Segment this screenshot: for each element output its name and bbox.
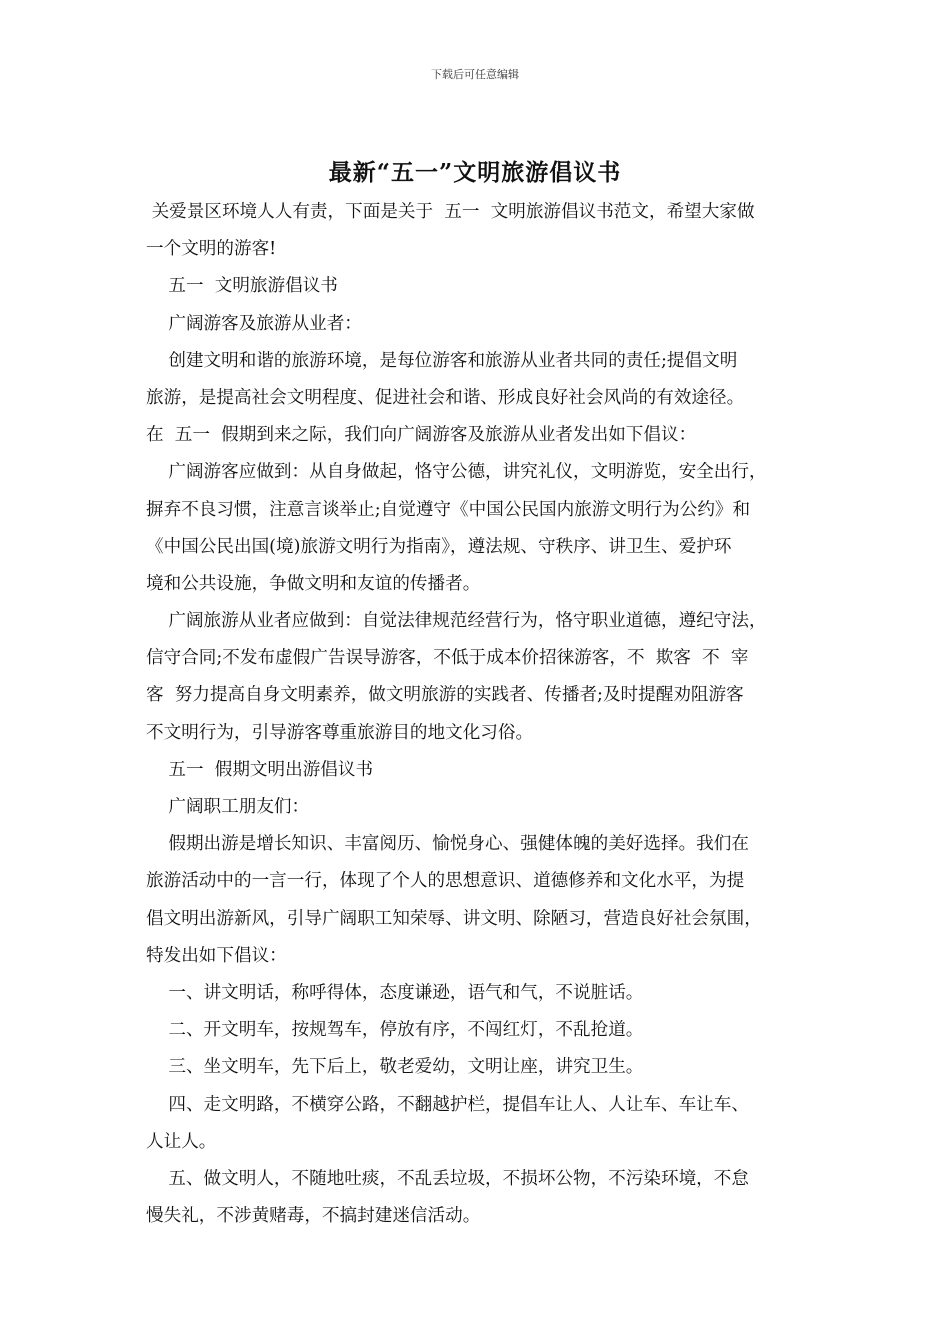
body-line: 人让人。	[146, 1131, 217, 1152]
body-line: 特发出如下倡议：	[146, 945, 287, 966]
body-line: 广阔游客应做到：从自身做起，恪守公德，讲究礼仪，文明游览，安全出行，	[146, 462, 767, 483]
body-line: 摒弃不良习惯，注意言谈举止;自觉遵守《中国公民国内旅游文明行为公约》和	[146, 499, 751, 520]
body-line: 五一 假期文明出游倡议书	[146, 759, 374, 780]
body-line: 四、走文明路，不横穿公路，不翻越护栏，提倡车让人、人让车、车让车、	[146, 1094, 749, 1115]
body-line: 旅游，是提高社会文明程度、促进社会和谐、形成良好社会风尚的有效途径。	[146, 387, 745, 408]
body-line: 广阔旅游从业者应做到：自觉法律规范经营行为，恪守职业道德，遵纪守法，	[146, 611, 767, 632]
body-line: 信守合同;不发布虚假广告误导游客，不低于成本价招徕游客，不 欺客 不 宰	[146, 648, 749, 669]
body-line: 五、做文明人，不随地吐痰，不乱丢垃圾，不损坏公物，不污染环境，不怠	[146, 1168, 749, 1189]
body-line: 关爱景区环境人人有责，下面是关于 五一 文明旅游倡议书范文，希望大家做	[146, 202, 755, 222]
body-line: 假期出游是增长知识、丰富阅历、愉悦身心、强健体魄的美好选择。我们在	[146, 834, 749, 855]
body-line: 二、开文明车，按规驾车，停放有序，不闯红灯，不乱抢道。	[146, 1020, 644, 1041]
body-line: 三、坐文明车，先下后上，敬老爱幼，文明让座，讲究卫生。	[146, 1057, 644, 1078]
body-line: 五一 文明旅游倡议书	[146, 276, 338, 297]
body-line: 倡文明出游新风，引导广阔职工知荣辱、讲文明、除陋习，营造良好社会氛围，	[146, 908, 762, 929]
body-line: 广阔游客及旅游从业者：	[146, 313, 362, 334]
document-title: 最新“五一”文明旅游倡议书	[328, 159, 622, 186]
body-line: 一、讲文明话，称呼得体，态度谦逊，语气和气，不说脏话。	[146, 982, 644, 1003]
body-line: 在 五一 假期到来之际，我们向广阔游客及旅游从业者发出如下倡议：	[146, 425, 697, 446]
body-line: 不文明行为，引导游客尊重旅游目的地文化习俗。	[146, 722, 534, 743]
body-line: 广阔职工朋友们：	[146, 797, 310, 817]
page-header: 下载后可任意编辑	[431, 68, 519, 81]
body-line: 境和公共设施，争做文明和友谊的传播者。	[146, 573, 481, 594]
document-body	[146, 194, 808, 1235]
body-line: 客 努力提高自身文明素养，做文明旅游的实践者、传播者;及时提醒劝阻游客	[146, 685, 744, 706]
body-line: 创建文明和谐的旅游环境，是每位游客和旅游从业者共同的责任;提倡文明	[146, 350, 738, 371]
body-line: 旅游活动中的一言一行，体现了个人的思想意识、道德修养和文化水平，为提	[146, 871, 745, 892]
body-line: 《中国公民出国(境)旅游文明行为指南》，遵法规、守秩序、讲卫生、爱护环	[146, 536, 732, 557]
body-line: 慢失礼，不涉黄赌毒，不搞封建迷信活动。	[146, 1206, 481, 1227]
body-line: 一个文明的游客!	[146, 239, 277, 260]
